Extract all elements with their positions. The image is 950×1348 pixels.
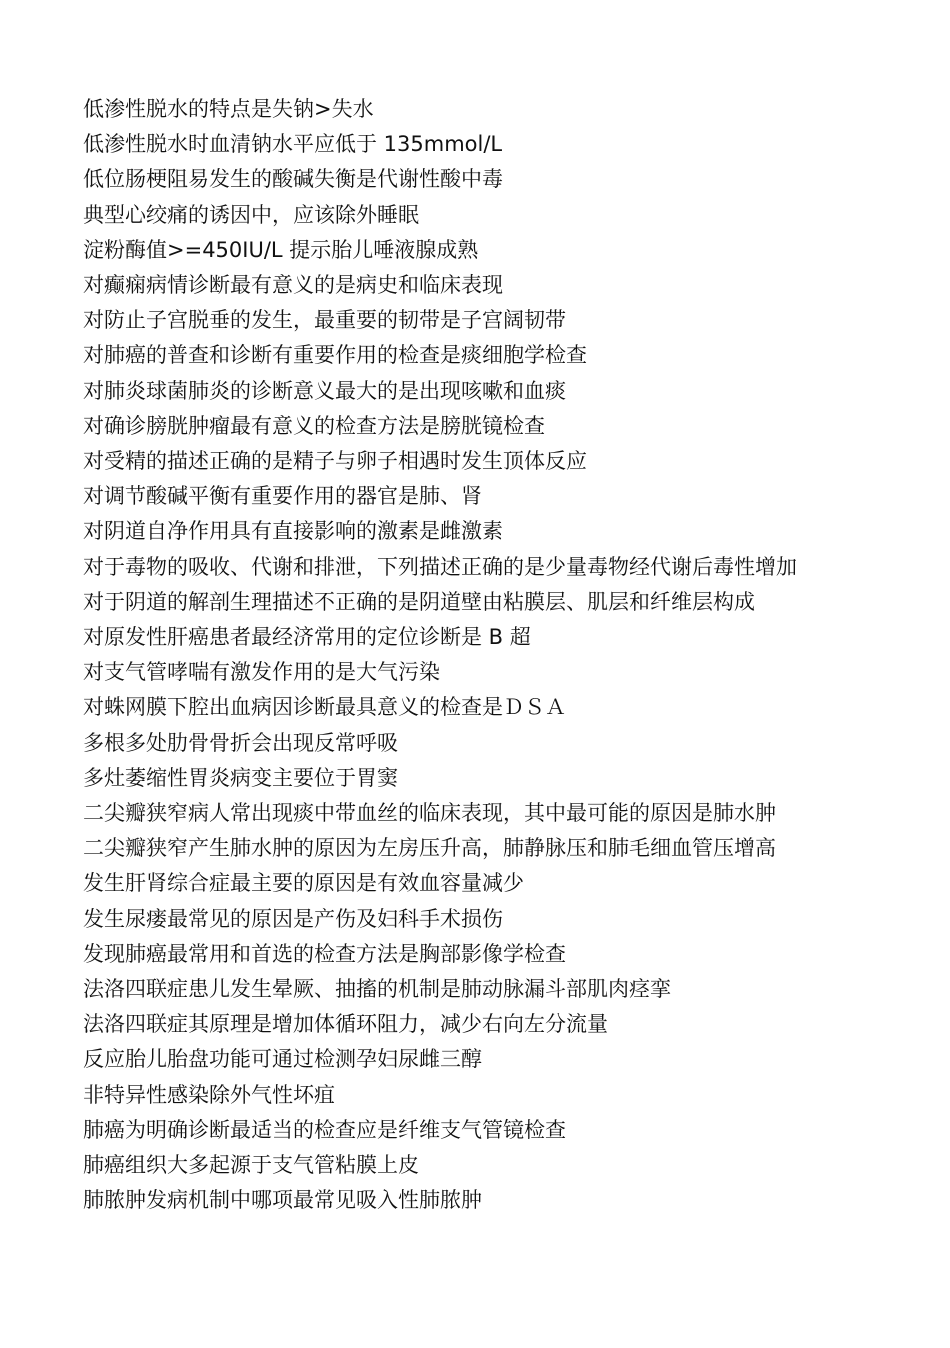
text-body (83, 92, 873, 1219)
text-line: 二尖瓣狭窄病人常出现痰中带血丝的临床表现，其中最可能的原因是肺水肿 (83, 801, 776, 826)
text-line: 二尖瓣狭窄产生肺水肿的原因为左房压升高，肺静脉压和肺毛细血管压增高 (83, 836, 776, 861)
text-line: 非特异性感染除外气性坏疽 (83, 1082, 335, 1107)
text-line: 多灶萎缩性胃炎病变主要位于胃窦 (83, 765, 398, 790)
text-line: 对蛛网膜下腔出血病因诊断最具意义的检查是ＤＳＡ (83, 695, 566, 720)
text-line: 肺癌为明确诊断最适当的检查应是纤维支气管镜检查 (83, 1117, 566, 1142)
text-line: 对调节酸碱平衡有重要作用的器官是肺、肾 (83, 484, 482, 509)
text-line: 反应胎儿胎盘功能可通过检测孕妇尿雌三醇 (83, 1047, 482, 1072)
text-line: 法洛四联症其原理是增加体循环阻力，减少右向左分流量 (83, 1012, 608, 1037)
text-line: 对原发性肝癌患者最经济常用的定位诊断是 B 超 (83, 625, 531, 650)
text-line: 低渗性脱水的特点是失钠>失水 (83, 97, 374, 121)
text-line: 对阴道自净作用具有直接影响的激素是雌激素 (83, 519, 503, 544)
text-line: 低渗性脱水时血清钠水平应低于 135mmol/L (83, 132, 503, 157)
text-line: 对确诊膀胱肿瘤最有意义的检查方法是膀胱镜检查 (83, 413, 545, 438)
text-line: 发现肺癌最常用和首选的检查方法是胸部影像学检查 (83, 941, 566, 966)
text-line: 对于阴道的解剖生理描述不正确的是阴道壁由粘膜层、肌层和纤维层构成 (83, 589, 755, 614)
text-line: 对肺炎球菌肺炎的诊断意义最大的是出现咳嗽和血痰 (83, 378, 566, 403)
text-line: 淀粉酶值>=450IU/L 提示胎儿唾液腺成熟 (83, 237, 479, 262)
text-line: 肺癌组织大多起源于支气管粘膜上皮 (83, 1153, 419, 1178)
text-line: 肺脓肿发病机制中哪项最常见吸入性肺脓肿 (83, 1188, 482, 1213)
text-line: 对于毒物的吸收、代谢和排泄，下列描述正确的是少量毒物经代谢后毒性增加 (83, 554, 797, 579)
text-line: 对支气管哮喘有激发作用的是大气污染 (83, 660, 440, 685)
text-line: 对癫痫病情诊断最有意义的是病史和临床表现 (83, 273, 503, 298)
text-line: 对防止子宫脱垂的发生，最重要的韧带是子宫阔韧带 (83, 308, 566, 333)
text-line: 发生尿瘘最常见的原因是产伤及妇科手术损伤 (83, 906, 503, 931)
text-line: 多根多处肋骨骨折会出现反常呼吸 (83, 730, 398, 755)
text-line: 法洛四联症患儿发生晕厥、抽搐的机制是肺动脉漏斗部肌肉痉挛 (83, 977, 671, 1002)
text-line: 对受精的描述正确的是精子与卵子相遇时发生顶体反应 (83, 449, 587, 474)
text-line: 发生肝肾综合症最主要的原因是有效血容量减少 (83, 871, 524, 896)
text-line: 对肺癌的普查和诊断有重要作用的检查是痰细胞学检查 (83, 343, 587, 368)
text-line: 低位肠梗阻易发生的酸碱失衡是代谢性酸中毒 (83, 167, 503, 192)
text-line: 典型心绞痛的诱因中，应该除外睡眠 (83, 202, 419, 227)
